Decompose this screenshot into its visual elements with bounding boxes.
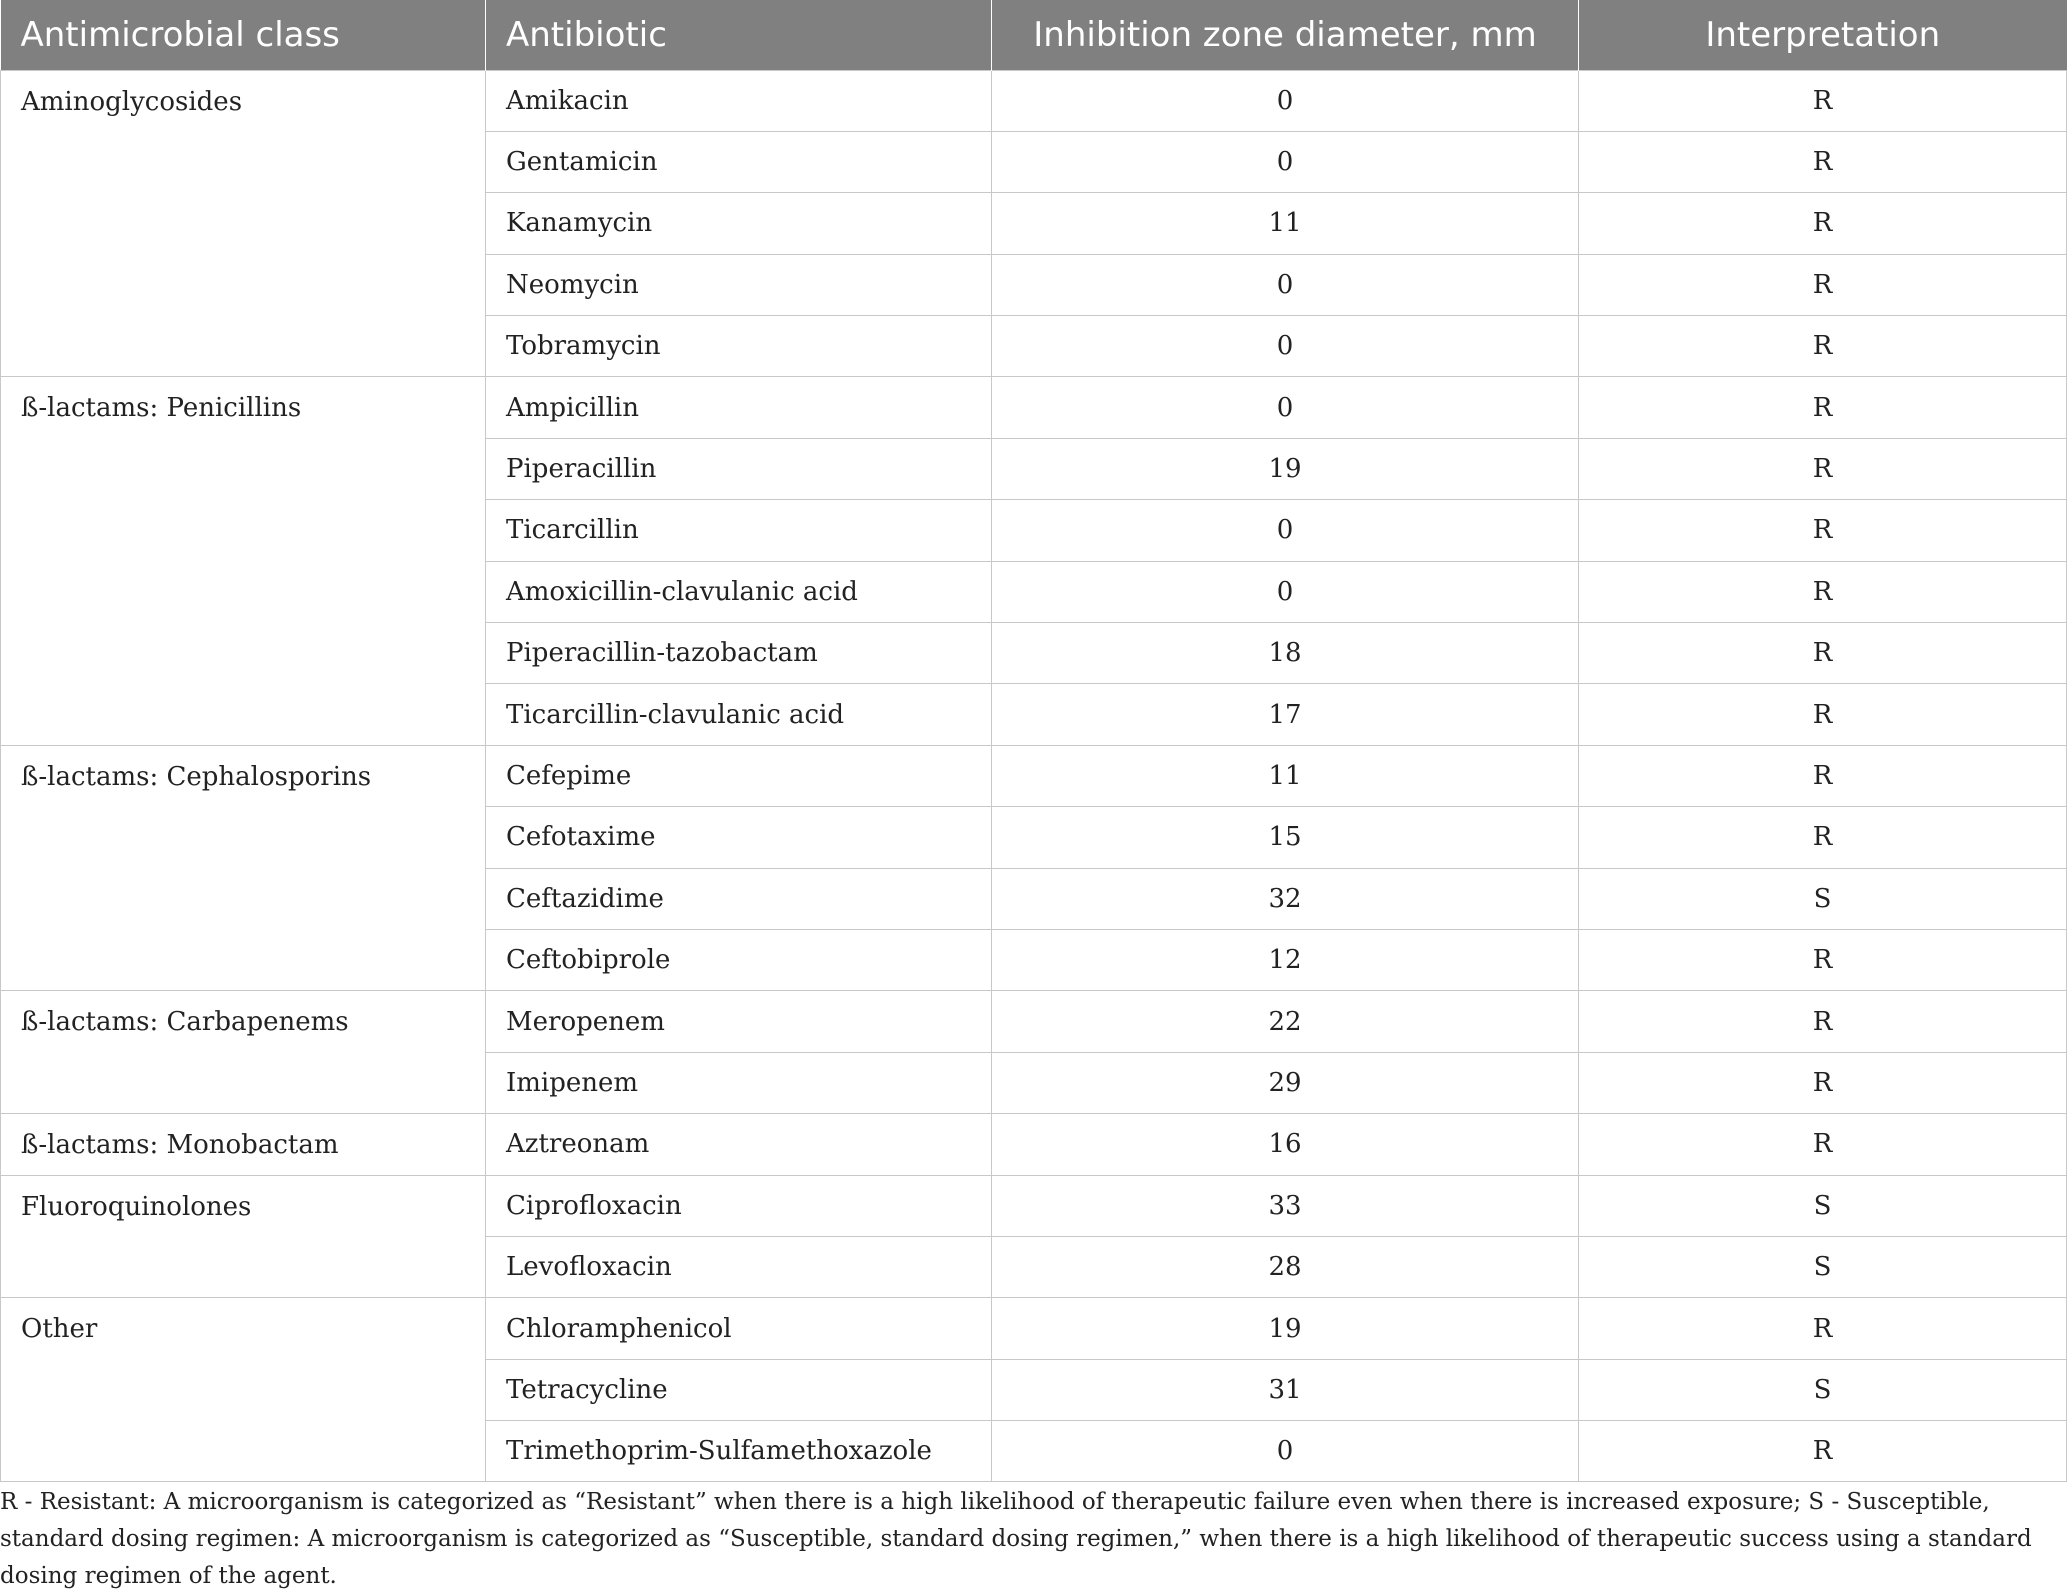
antimicrobial-class-cell: ß-lactams: Cephalosporins [1, 745, 486, 991]
zone-diameter-cell: 0 [992, 500, 1579, 561]
antibiotic-cell: Trimethoprim-Sulfamethoxazole [486, 1421, 992, 1482]
zone-diameter-cell: 32 [992, 868, 1579, 929]
interpretation-cell: R [1579, 1114, 2067, 1175]
zone-diameter-cell: 15 [992, 807, 1579, 868]
zone-diameter-cell: 0 [992, 254, 1579, 315]
table-row [1, 377, 2067, 438]
header-interpretation: Interpretation [1579, 0, 2067, 70]
antibiotic-cell: Ceftobiprole [486, 929, 992, 990]
header-inhibition-zone: Inhibition zone diameter, mm [992, 0, 1579, 70]
antibiotic-cell: Piperacillin-tazobactam [486, 623, 992, 684]
zone-diameter-cell: 31 [992, 1359, 1579, 1420]
interpretation-cell: R [1579, 745, 2067, 806]
antibiotic-cell: Levofloxacin [486, 1236, 992, 1297]
antimicrobial-class-cell: Fluoroquinolones [1, 1175, 486, 1298]
interpretation-cell: S [1579, 1236, 2067, 1297]
zone-diameter-cell: 11 [992, 745, 1579, 806]
interpretation-cell: R [1579, 316, 2067, 377]
interpretation-cell: R [1579, 684, 2067, 745]
zone-diameter-cell: 12 [992, 929, 1579, 990]
interpretation-cell: R [1579, 991, 2067, 1052]
antibiotic-cell: Ceftazidime [486, 868, 992, 929]
zone-diameter-cell: 16 [992, 1114, 1579, 1175]
interpretation-cell: R [1579, 438, 2067, 499]
interpretation-cell: R [1579, 807, 2067, 868]
interpretation-cell: R [1579, 193, 2067, 254]
antibiotic-cell: Cefotaxime [486, 807, 992, 868]
interpretation-cell: S [1579, 868, 2067, 929]
antimicrobial-class-cell: ß-lactams: Penicillins [1, 377, 486, 745]
interpretation-cell: S [1579, 1175, 2067, 1236]
antibiotic-cell: Cefepime [486, 745, 992, 806]
interpretation-cell: R [1579, 1421, 2067, 1482]
zone-diameter-cell: 28 [992, 1236, 1579, 1297]
table-row [1, 991, 2067, 1052]
zone-diameter-cell: 0 [992, 131, 1579, 192]
antimicrobial-class-cell: Other [1, 1298, 486, 1482]
table-body [1, 70, 2067, 1482]
zone-diameter-cell: 19 [992, 1298, 1579, 1359]
antibiotic-cell: Ticarcillin [486, 500, 992, 561]
interpretation-cell: R [1579, 70, 2067, 131]
interpretation-cell: R [1579, 1298, 2067, 1359]
zone-diameter-cell: 33 [992, 1175, 1579, 1236]
interpretation-cell: R [1579, 377, 2067, 438]
interpretation-cell: R [1579, 929, 2067, 990]
table-row [1, 1114, 2067, 1175]
antibiotic-cell: Ciprofloxacin [486, 1175, 992, 1236]
antibiotic-cell: Aztreonam [486, 1114, 992, 1175]
table-row [1, 1298, 2067, 1359]
zone-diameter-cell: 0 [992, 70, 1579, 131]
antibiotic-cell: Chloramphenicol [486, 1298, 992, 1359]
antibiotic-cell: Imipenem [486, 1052, 992, 1113]
interpretation-cell: R [1579, 500, 2067, 561]
antibiotic-cell: Tobramycin [486, 316, 992, 377]
interpretation-cell: S [1579, 1359, 2067, 1420]
zone-diameter-cell: 18 [992, 623, 1579, 684]
zone-diameter-cell: 0 [992, 377, 1579, 438]
zone-diameter-cell: 19 [992, 438, 1579, 499]
table-header [1, 0, 2067, 70]
antibiotic-cell: Meropenem [486, 991, 992, 1052]
zone-diameter-cell: 0 [992, 316, 1579, 377]
header-antimicrobial-class: Antimicrobial class [20, 14, 340, 55]
interpretation-cell: R [1579, 131, 2067, 192]
zone-diameter-cell: 22 [992, 991, 1579, 1052]
antibiotic-cell: Amikacin [486, 70, 992, 131]
antibiotic-cell: Kanamycin [486, 193, 992, 254]
table-row [1, 1175, 2067, 1236]
table-row [1, 745, 2067, 806]
zone-diameter-cell: 17 [992, 684, 1579, 745]
antibiotic-cell: Piperacillin [486, 438, 992, 499]
zone-diameter-cell: 0 [992, 561, 1579, 622]
interpretation-cell: R [1579, 254, 2067, 315]
antimicrobial-class-cell: Aminoglycosides [1, 70, 486, 377]
antibiotic-cell: Tetracycline [486, 1359, 992, 1420]
interpretation-cell: R [1579, 623, 2067, 684]
antibiotic-cell: Amoxicillin-clavulanic acid [486, 561, 992, 622]
zone-diameter-cell: 0 [992, 1421, 1579, 1482]
antibiotic-cell: Gentamicin [486, 131, 992, 192]
header-row [1, 0, 2067, 70]
header-antibiotic: Antibiotic [486, 0, 992, 70]
antibiotic-cell: Ticarcillin-clavulanic acid [486, 684, 992, 745]
antibiotic-cell: Neomycin [486, 254, 992, 315]
antimicrobial-class-cell: ß-lactams: Monobactam [1, 1114, 486, 1175]
antibiotic-cell: Ampicillin [486, 377, 992, 438]
zone-diameter-cell: 11 [992, 193, 1579, 254]
footnote: R - Resistant: A microorganism is categorized as “Resistant” when there is a high likelihood of therapeutic failure even when there is increased exposure; S - Susceptible, standard dosing regimen: A microorganism is categorized as “Susceptible, standard dosing regimen,” when there is a high likelihood of therapeutic success using a standard dosing regimen of the agent. [0, 1489, 2032, 1589]
interpretation-cell: R [1579, 1052, 2067, 1113]
interpretation-cell: R [1579, 561, 2067, 622]
zone-diameter-cell: 29 [992, 1052, 1579, 1113]
table-row [1, 70, 2067, 131]
antimicrobial-class-cell: ß-lactams: Carbapenems [1, 991, 486, 1114]
